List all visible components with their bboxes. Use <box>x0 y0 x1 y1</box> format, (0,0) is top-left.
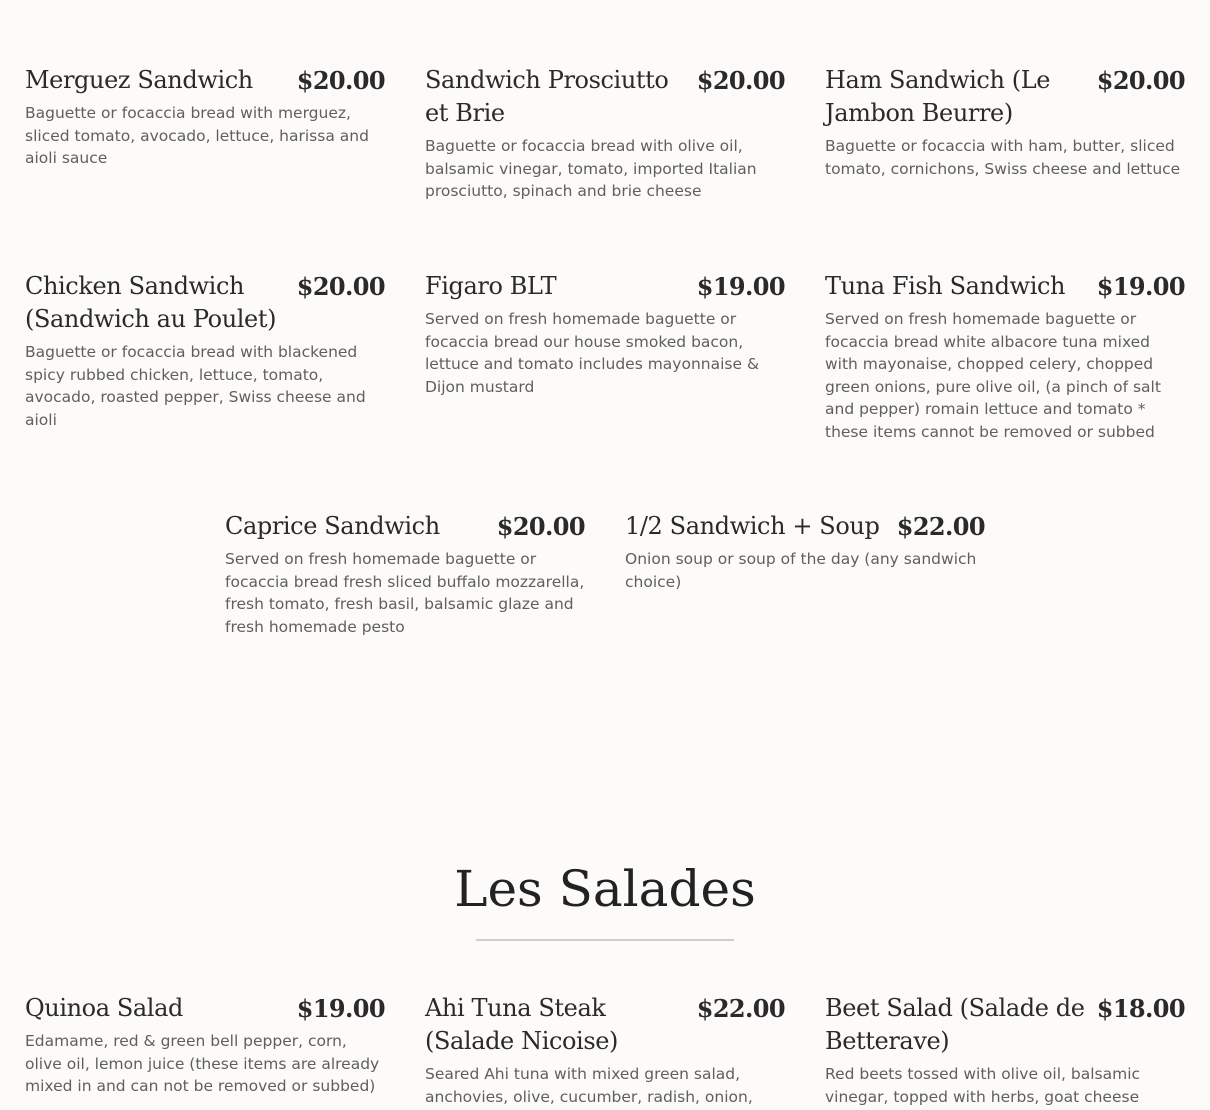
menu-item-description: Edamame, red & green bell pepper, corn, olive oil, lemon juice (these items are already mixed in and can not be removed or subbed) <box>25 1032 380 1095</box>
menu-item-description: Seared Ahi tuna with mixed green salad, anchovies, olive, cucumber, radish, onion, <box>425 1065 753 1106</box>
section-divider <box>476 939 734 941</box>
menu-item-price: $20.00 <box>496 512 585 541</box>
menu-item-header <box>825 992 1185 1058</box>
menu-item-name: Beet Salad (Salade de Betterave) <box>825 994 1085 1055</box>
sandwich-row-2 <box>25 270 1185 443</box>
menu-item-header <box>425 270 785 303</box>
menu-item-header <box>625 510 985 543</box>
menu-item-price: $19.00 <box>296 994 385 1023</box>
menu-item-header <box>425 64 785 130</box>
menu-item-description: Baguette or focaccia bread with blackened spicy rubbed chicken, lettuce, tomato, avocado, roasted pepper, Swiss cheese and aioli <box>25 343 366 429</box>
menu-item-name: Chicken Sandwich (Sandwich au Poulet) <box>25 272 277 333</box>
menu-item-name: Ham Sandwich (Le Jambon Beurre) <box>825 66 1051 127</box>
menu-item-header <box>825 270 1185 303</box>
menu-item-description: Served on fresh homemade baguette or focaccia bread white albacore tuna mixed with mayonaise, chopped celery, chopped green onions, pure olive oil, (a pinch of salt and pepper) romain lettuce and tomato * these items cannot be removed or subbed <box>825 310 1161 441</box>
menu-item-price: $20.00 <box>696 66 785 95</box>
menu-item-price: $20.00 <box>296 272 385 301</box>
menu-item-name: 1/2 Sandwich + Soup <box>625 512 880 540</box>
menu-item-description: Onion soup or soup of the day (any sandwich choice) <box>625 550 977 591</box>
menu-item-quinoa-salad <box>25 992 385 1108</box>
salad-row-1 <box>25 992 1185 1108</box>
menu-item-name: Merguez Sandwich <box>25 66 253 94</box>
menu-item-header <box>825 64 1185 130</box>
menu-item-name: Figaro BLT <box>425 272 557 300</box>
menu-item-figaro-blt <box>425 270 785 443</box>
menu-item-price: $22.00 <box>896 512 985 541</box>
menu-item-name: Quinoa Salad <box>25 994 183 1022</box>
menu-item-header <box>425 992 785 1058</box>
menu-item-header <box>25 270 385 336</box>
menu-item-price: $18.00 <box>1096 994 1185 1023</box>
menu-item-caprice-sandwich <box>225 510 585 638</box>
menu-item-name: Sandwich Prosciutto et Brie <box>425 66 669 127</box>
menu-item-header <box>225 510 585 543</box>
menu-item-chicken-sandwich <box>25 270 385 443</box>
menu-item-ham-sandwich <box>825 64 1185 203</box>
menu-item-description: Served on fresh homemade baguette or focaccia bread fresh sliced buffalo mozzarella, fresh tomato, fresh basil, balsamic glaze and fresh homemade pesto <box>225 550 585 636</box>
menu-item-name: Ahi Tuna Steak (Salade Nicoise) <box>425 994 619 1055</box>
sandwich-row-1 <box>25 64 1185 203</box>
menu-item-ahi-tuna-nicoise <box>425 992 785 1108</box>
menu-item-description: Baguette or focaccia bread with olive oil, balsamic vinegar, tomato, imported Italian prosciutto, spinach and brie cheese <box>425 137 757 200</box>
section-title-salads: Les Salades <box>454 860 756 918</box>
sandwich-row-3 <box>225 510 985 638</box>
menu-item-description: Red beets tossed with olive oil, balsamic vinegar, topped with herbs, goat cheese <box>825 1065 1141 1106</box>
menu-item-price: $20.00 <box>296 66 385 95</box>
menu-item-price: $19.00 <box>696 272 785 301</box>
menu-item-header <box>25 992 385 1025</box>
menu-item-description: Baguette or focaccia with ham, butter, sliced tomato, cornichons, Swiss cheese and lettuce <box>825 137 1181 178</box>
menu-item-merguez-sandwich <box>25 64 385 203</box>
menu-item-header <box>25 64 385 97</box>
menu-item-name: Tuna Fish Sandwich <box>825 272 1066 300</box>
menu-item-tuna-fish-sandwich <box>825 270 1185 443</box>
menu-item-name: Caprice Sandwich <box>225 512 440 540</box>
clipped-section-heading <box>0 0 1210 2</box>
menu-item-price: $20.00 <box>1096 66 1185 95</box>
menu-item-half-sandwich-soup <box>625 510 985 638</box>
menu-item-description: Served on fresh homemade baguette or focaccia bread our house smoked bacon, lettuce and tomato includes mayonnaise & Dijon mustard <box>425 310 760 396</box>
menu-item-description: Baguette or focaccia bread with merguez, sliced tomato, avocado, lettuce, harissa and aioli sauce <box>25 104 369 167</box>
menu-item-price: $22.00 <box>696 994 785 1023</box>
menu-item-prosciutto-brie <box>425 64 785 203</box>
menu-item-price: $19.00 <box>1096 272 1185 301</box>
menu-item-beet-salad <box>825 992 1185 1108</box>
